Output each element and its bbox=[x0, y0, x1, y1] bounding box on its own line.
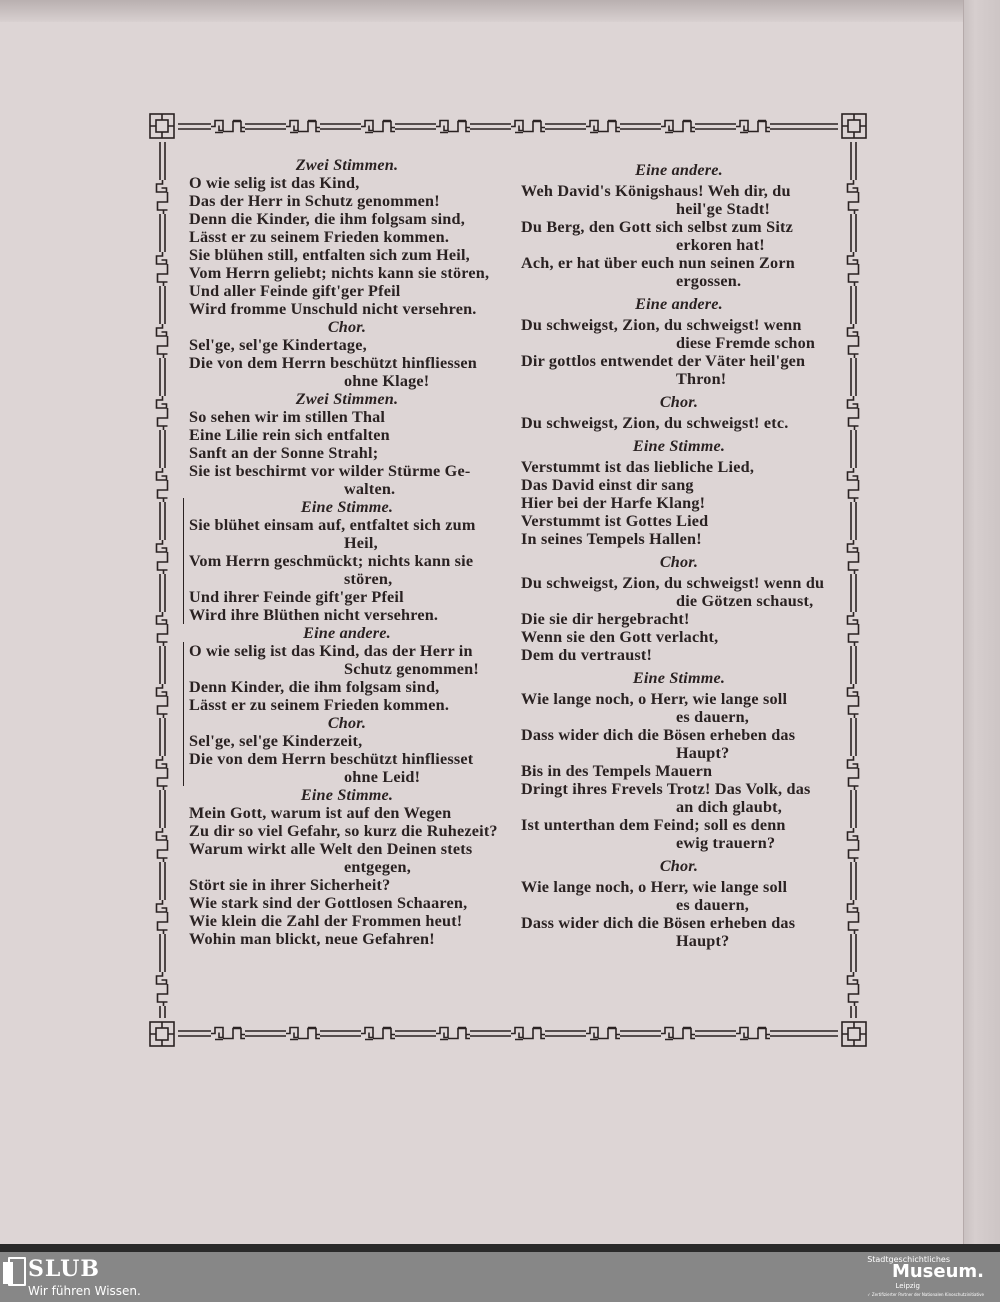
verse-line: In seines Tempels Hallen! bbox=[521, 530, 702, 548]
verse-line: ewig trauern? bbox=[676, 834, 776, 852]
verse-line: Dass wider dich die Bösen erheben das bbox=[521, 726, 796, 744]
section-heading: Eine Stimme. bbox=[300, 498, 394, 516]
verse-line: Das der Herr in Schutz genommen! bbox=[189, 192, 440, 210]
verse-line: Wohin man blickt, neue Gefahren! bbox=[189, 930, 435, 948]
verse-line: entgegen, bbox=[344, 858, 411, 876]
verse-line: stören, bbox=[344, 570, 393, 588]
verse-line: Dir gottlos entwendet der Väter heil'gen bbox=[521, 352, 806, 370]
verse-line: Dass wider dich die Bösen erheben das bbox=[521, 914, 796, 932]
slub-book-icon bbox=[8, 1257, 26, 1286]
verse-line: Vom Herrn geliebt; nichts kann sie stören, bbox=[189, 264, 490, 282]
verse-line: Haupt? bbox=[676, 932, 730, 950]
verse-line: Schutz genommen! bbox=[344, 660, 479, 678]
verse-line: Stört sie in ihrer Sicherheit? bbox=[189, 876, 391, 894]
section-heading: Chor. bbox=[659, 553, 699, 571]
verse-line: walten. bbox=[344, 480, 396, 498]
verse-line: Die von dem Herrn beschützt hinfliesset bbox=[189, 750, 474, 768]
verse-line: Heil, bbox=[344, 534, 378, 552]
verse-line: Verstummt ist das liebliche Lied, bbox=[521, 458, 755, 476]
verse-line: ergossen. bbox=[676, 272, 742, 290]
verse-line: Und aller Feinde gift'ger Pfeil bbox=[189, 282, 401, 300]
section-heading: Chor. bbox=[659, 857, 699, 875]
verse-line: Verstummt ist Gottes Lied bbox=[521, 512, 709, 530]
verse-line: ohne Leid! bbox=[344, 768, 421, 786]
left-column bbox=[189, 156, 505, 948]
verse-line: Wenn sie den Gott verlacht, bbox=[521, 628, 719, 646]
verse-line: Du schweigst, Zion, du schweigst! wenn du bbox=[521, 574, 825, 592]
scan-top-margin bbox=[0, 0, 1000, 22]
verse-line: an dich glaubt, bbox=[676, 798, 783, 816]
verse-line: Denn die Kinder, die ihm folgsam sind, bbox=[189, 210, 465, 228]
verse-line: Wird ihre Blüthen nicht versehren. bbox=[189, 606, 439, 624]
museum-certification: ✓ Zertifizierter Partner der Nationalen Kinoschutzinitiative bbox=[867, 1292, 984, 1297]
verse-line: es dauern, bbox=[676, 708, 750, 726]
section-heading: Chor. bbox=[327, 318, 367, 336]
verse-line: Zu dir so viel Gefahr, so kurz die Ruhezeit? bbox=[189, 822, 498, 840]
verse-line: Bis in des Tempels Mauern bbox=[521, 762, 713, 780]
verse-line: O wie selig ist das Kind, das der Herr in bbox=[189, 642, 473, 660]
section-heading: Chor. bbox=[659, 393, 699, 411]
section-heading: Eine andere. bbox=[635, 161, 723, 179]
verse-line: Dem du vertraust! bbox=[521, 646, 653, 664]
verse-line: Die sie dir hergebracht! bbox=[521, 610, 690, 628]
verse-line: Wie lange noch, o Herr, wie lange soll bbox=[521, 690, 788, 708]
verse-line: Ach, er hat über euch nun seinen Zorn bbox=[521, 254, 795, 272]
verse-line: Denn Kinder, die ihm folgsam sind, bbox=[189, 678, 440, 696]
verse-line: Du schweigst, Zion, du schweigst! etc. bbox=[521, 414, 789, 432]
slub-logo-text[interactable]: SLUB bbox=[28, 1256, 100, 1282]
bracketed-group bbox=[183, 498, 505, 624]
verse-line: diese Fremde schon bbox=[676, 334, 816, 352]
verse-line: Weh David's Königshaus! Weh dir, du bbox=[521, 182, 791, 200]
verse-line: Vom Herrn geschmückt; nichts kann sie bbox=[189, 552, 474, 570]
section-heading: Eine Stimme. bbox=[632, 437, 726, 455]
verse-line: Ist unterthan dem Feind; soll es denn bbox=[521, 816, 786, 834]
verse-line: Sanft an der Sonne Strahl; bbox=[189, 444, 379, 462]
section-heading: Eine Stimme. bbox=[300, 786, 394, 804]
verse-line: Lässt er zu seinem Frieden kommen. bbox=[189, 228, 450, 246]
verse-line: Eine Lilie rein sich entfalten bbox=[189, 426, 390, 444]
slub-tagline: Wir führen Wissen. bbox=[28, 1284, 141, 1298]
verse-line: erkoren hat! bbox=[676, 236, 765, 254]
verse-line: Die von dem Herrn beschützt hinfliessen bbox=[189, 354, 477, 372]
verse-line: So sehen wir im stillen Thal bbox=[189, 408, 386, 426]
verse-line: Sie ist beschirmt vor wilder Stürme Ge- bbox=[189, 462, 471, 480]
verse-line: Hier bei der Harfe Klang! bbox=[521, 494, 706, 512]
verse-line: Lässt er zu seinem Frieden kommen. bbox=[189, 696, 450, 714]
verse-line: Wie stark sind der Gottlosen Schaaren, bbox=[189, 894, 468, 912]
footer-bar bbox=[0, 1252, 1000, 1302]
verse-line: Sel'ge, sel'ge Kinderzeit, bbox=[189, 732, 363, 750]
verse-line: O wie selig ist das Kind, bbox=[189, 174, 360, 192]
verse-line: Wie klein die Zahl der Frommen heut! bbox=[189, 912, 463, 930]
verse-line: Wie lange noch, o Herr, wie lange soll bbox=[521, 878, 788, 896]
verse-line: heil'ge Stadt! bbox=[676, 200, 771, 218]
verse-line: es dauern, bbox=[676, 896, 750, 914]
museum-logo-text[interactable]: Museum. bbox=[891, 1261, 984, 1282]
verse-line: Du schweigst, Zion, du schweigst! wenn bbox=[521, 316, 802, 334]
verse-line: Haupt? bbox=[676, 744, 730, 762]
verse-line: Sel'ge, sel'ge Kindertage, bbox=[189, 336, 367, 354]
verse-line: Thron! bbox=[676, 370, 727, 388]
verse-line: Sie blühet einsam auf, entfaltet sich zum bbox=[189, 516, 476, 534]
section-heading: Eine Stimme. bbox=[632, 669, 726, 687]
verse-line: Das David einst dir sang bbox=[521, 476, 694, 494]
verse-line: ohne Klage! bbox=[344, 372, 430, 390]
museum-city: Leipzig bbox=[895, 1282, 920, 1290]
verse-line: die Götzen schaust, bbox=[676, 592, 814, 610]
verse-line: Du Berg, den Gott sich selbst zum Sitz bbox=[521, 218, 793, 236]
right-column bbox=[521, 156, 837, 950]
section-heading: Chor. bbox=[327, 714, 367, 732]
verse-line: Wird fromme Unschuld nicht versehren. bbox=[189, 300, 477, 318]
scan-divider bbox=[0, 1244, 1000, 1252]
museum-prefix: Stadtgeschichtliches bbox=[867, 1255, 950, 1264]
next-page-edge bbox=[963, 0, 1000, 1248]
section-heading: Zwei Stimmen. bbox=[295, 390, 399, 408]
verse-line: Mein Gott, warum ist auf den Wegen bbox=[189, 804, 452, 822]
verse-line: Sie blühen still, entfalten sich zum Heil, bbox=[189, 246, 470, 264]
bracketed-group bbox=[183, 642, 505, 786]
section-heading: Eine andere. bbox=[635, 295, 723, 313]
verse-line: Warum wirkt alle Welt den Deinen stets bbox=[189, 840, 473, 858]
section-heading: Eine andere. bbox=[303, 624, 391, 642]
verse-line: Und ihrer Feinde gift'ger Pfeil bbox=[189, 588, 404, 606]
verse-line: Dringt ihres Frevels Trotz! Das Volk, das bbox=[521, 780, 811, 798]
section-heading: Zwei Stimmen. bbox=[295, 156, 399, 174]
